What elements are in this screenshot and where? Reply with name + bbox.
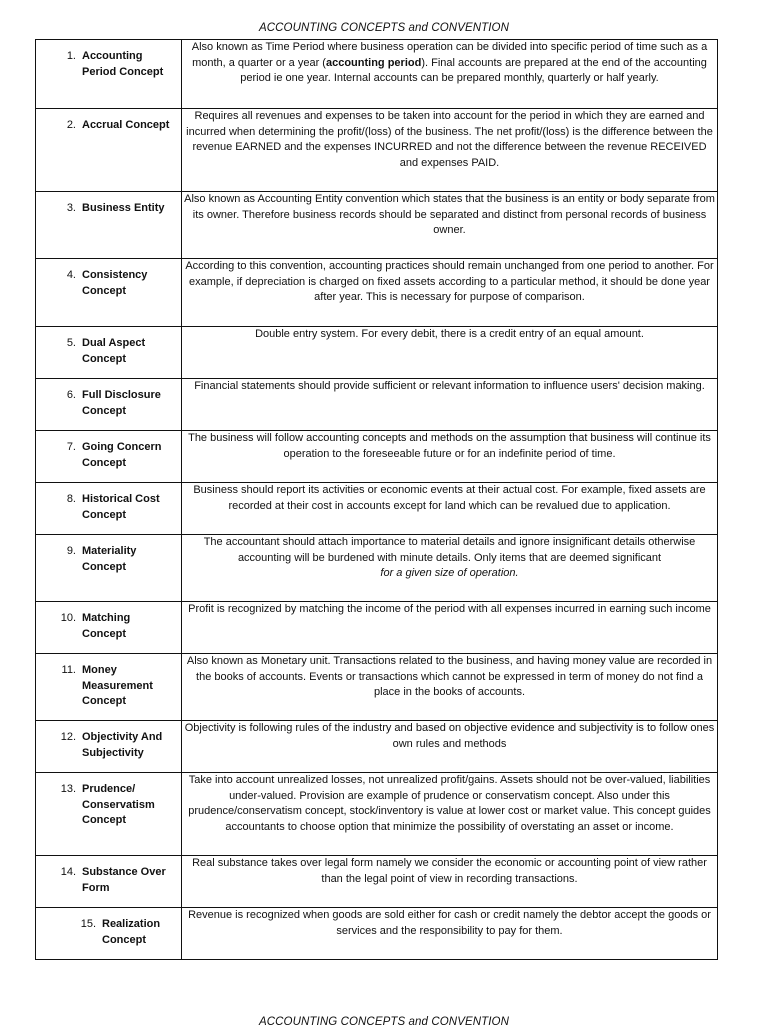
table-row: 9. Materiality Concept The accountant should attach importance to material details and ignore insignificant details otherwise accounting will be burdened with minute details. Only items that are deemed significant for a given size of operation. [36,535,718,602]
table-row: 13. Prudence/ Conservatism Concept Take into account unrealized losses, not unrealized profit/gains. Assets should not be over-valued, liabilities under-valued. Provision are example of prudence or conservatism concept. Also under this prudence/conservatism concept, stock/inventory is value at lower cost or market value. This concept guides accountants to choose option that minimize the possibility of overstating an asset or income. [36,773,718,856]
description-cell: Business should report its activities or economic events at their actual cost. For example, fixed assets are recorded at their cost in accounts except for land which can be revalued due to application. [182,483,718,535]
table-row: 15. Realization Concept Revenue is recognized when goods are sold either for cash or credit namely the debtor accept the goods or services and the responsibility to pay for them. [36,908,718,960]
description-cell: The accountant should attach importance to material details and ignore insignificant details otherwise accounting will be burdened with minute details. Only items that are deemed significant for a given size of operation. [182,535,718,602]
term-name: Full Disclosure Concept [82,389,161,417]
description-cell: Double entry system. For every debit, there is a credit entry of an equal amount. [182,327,718,379]
description-cell: Revenue is recognized when goods are sold either for cash or credit namely the debtor accept the goods or services and the responsibility to pay for them. [182,908,718,960]
term-name: Dual Aspect Concept [82,337,146,365]
table-row: 12. Objectivity And Subjectivity Objectivity is following rules of the industry and based on objective evidence and subjectivity is to follow ones own rules and methods [36,721,718,773]
description-cell: Also known as Time Period where business operation can be divided into specific period of time such as a month, a quarter or a year (accounting period). Final accounts are prepared at the end of the accounting period ie one year. Internal accounts can be prepared monthly, quarterly or half yearly. [182,40,718,109]
table-row [36,40,718,109]
page-title: ACCOUNTING CONCEPTS and CONVENTION [258,22,510,34]
table-row: 2. Accrual Concept Requires all revenues and expenses to be taken into account for the period in which they are earned and incurred when determining the profit/(loss) of the business. The net profit/(loss) is the difference between the revenue EARNED and the expenses INCURRED and not the difference between the revenue RECEIVED and expenses PAID. [36,109,718,192]
table-row: 5. Dual Aspect Concept Double entry system. For every debit, there is a credit entry of an equal amount. [36,327,718,379]
table-row: 10. Matching Concept Profit is recognized by matching the income of the period with all expenses incurred in earning such income [36,602,718,654]
term-name: Business Entity [82,202,165,214]
description-cell: Objectivity is following rules of the industry and based on objective evidence and subjectivity is to follow ones own rules and methods [182,721,718,773]
description-cell: Take into account unrealized losses, not unrealized profit/gains. Assets should not be over-valued, liabilities under-valued. Provision are example of prudence or conservatism concept. Also under this prudence/conservatism concept, stock/inventory is value at lower cost or market value. This concept guides accountants to choose option that minimize the possibility of overstating an asset or income. [182,773,718,856]
table-row: 3. Business Entity Also known as Accounting Entity convention which states that the business is an entity or body separate from its owner. Therefore business records should be separated and distinct from personal records of business owner. [36,192,718,259]
table-row: 7. Going Concern Concept The business will follow accounting concepts and methods on the assumption that business will continue its operation to the foreseeable future or for an indefinite period of time. [36,431,718,483]
table-row: 8. Historical Cost Concept Business should report its activities or economic events at their actual cost. For example, fixed assets are recorded at their cost in accounts except for land which can be revalued due to application. [36,483,718,535]
table-row: 6. Full Disclosure Concept Financial statements should provide sufficient or relevant information to influence users' decision making. [36,379,718,431]
term-name: Objectivity And Subjectivity [82,731,163,759]
description-cell: The business will follow accounting concepts and methods on the assumption that business will continue its operation to the foreseeable future or for an indefinite period of time. [182,431,718,483]
term-name: Accounting Period Concept [82,50,164,78]
term-cell: 1. Accounting Period Concept [36,40,181,80]
term-name: Realization Concept [102,918,161,946]
term-name: Historical Cost Concept [82,493,160,521]
term-name: Prudence/ Conservatism Concept [82,783,155,826]
term-name: Going Concern Concept [82,441,162,469]
description-cell: Real substance takes over legal form namely we consider the economic or accounting point of view rather than the legal point of view in recording transactions. [182,856,718,908]
term-name: Accrual Concept [82,119,170,131]
table-row: 11. Money Measurement Concept Also known as Monetary unit. Transactions related to the business, and having money value are recorded in the books of accounts. Events or transactions which cannot be expressed in term of money do not find a place in the books of accounts. [36,654,718,721]
description-cell: Profit is recognized by matching the income of the period with all expenses incurred in earning such income [182,602,718,654]
table-row: 14. Substance Over Form Real substance takes over legal form namely we consider the economic or accounting point of view rather than the legal point of view in recording transactions. [36,856,718,908]
term-name: Consistency Concept [82,269,148,297]
next-page-title: ACCOUNTING CONCEPTS and CONVENTION [258,1016,510,1028]
term-name: Matching Concept [82,612,131,640]
description-cell: Requires all revenues and expenses to be taken into account for the period in which they are earned and incurred when determining the profit/(loss) of the business. The net profit/(loss) is the difference between the revenue EARNED and the expenses INCURRED and not the difference between the revenue RECEIVED and expenses PAID. [182,109,718,192]
description-cell: Also known as Monetary unit. Transactions related to the business, and having money value are recorded in the books of accounts. Events or transactions which cannot be expressed in term of money do not find a place in the books of accounts. [182,654,718,721]
term-name: Materiality Concept [82,545,137,573]
description-cell: According to this convention, accounting practices should remain unchanged from one period to another. For example, if depreciation is charged on fixed assets according to a particular method, it should be done year after year. This is necessary for purpose of comparison. [182,259,718,327]
description-cell: Also known as Accounting Entity convention which states that the business is an entity or body separate from its owner. Therefore business records should be separated and distinct from personal records of business owner. [182,192,718,259]
concepts-table [35,39,718,960]
description-cell: Financial statements should provide sufficient or relevant information to influence users' decision making. [182,379,718,431]
term-name: Money Measurement Concept [82,664,153,707]
term-name: Substance Over Form [82,866,166,894]
table-row: 4. Consistency Concept According to this convention, accounting practices should remain unchanged from one period to another. For example, if depreciation is charged on fixed assets according to a particular method, it should be done year after year. This is necessary for purpose of comparison. [36,259,718,327]
